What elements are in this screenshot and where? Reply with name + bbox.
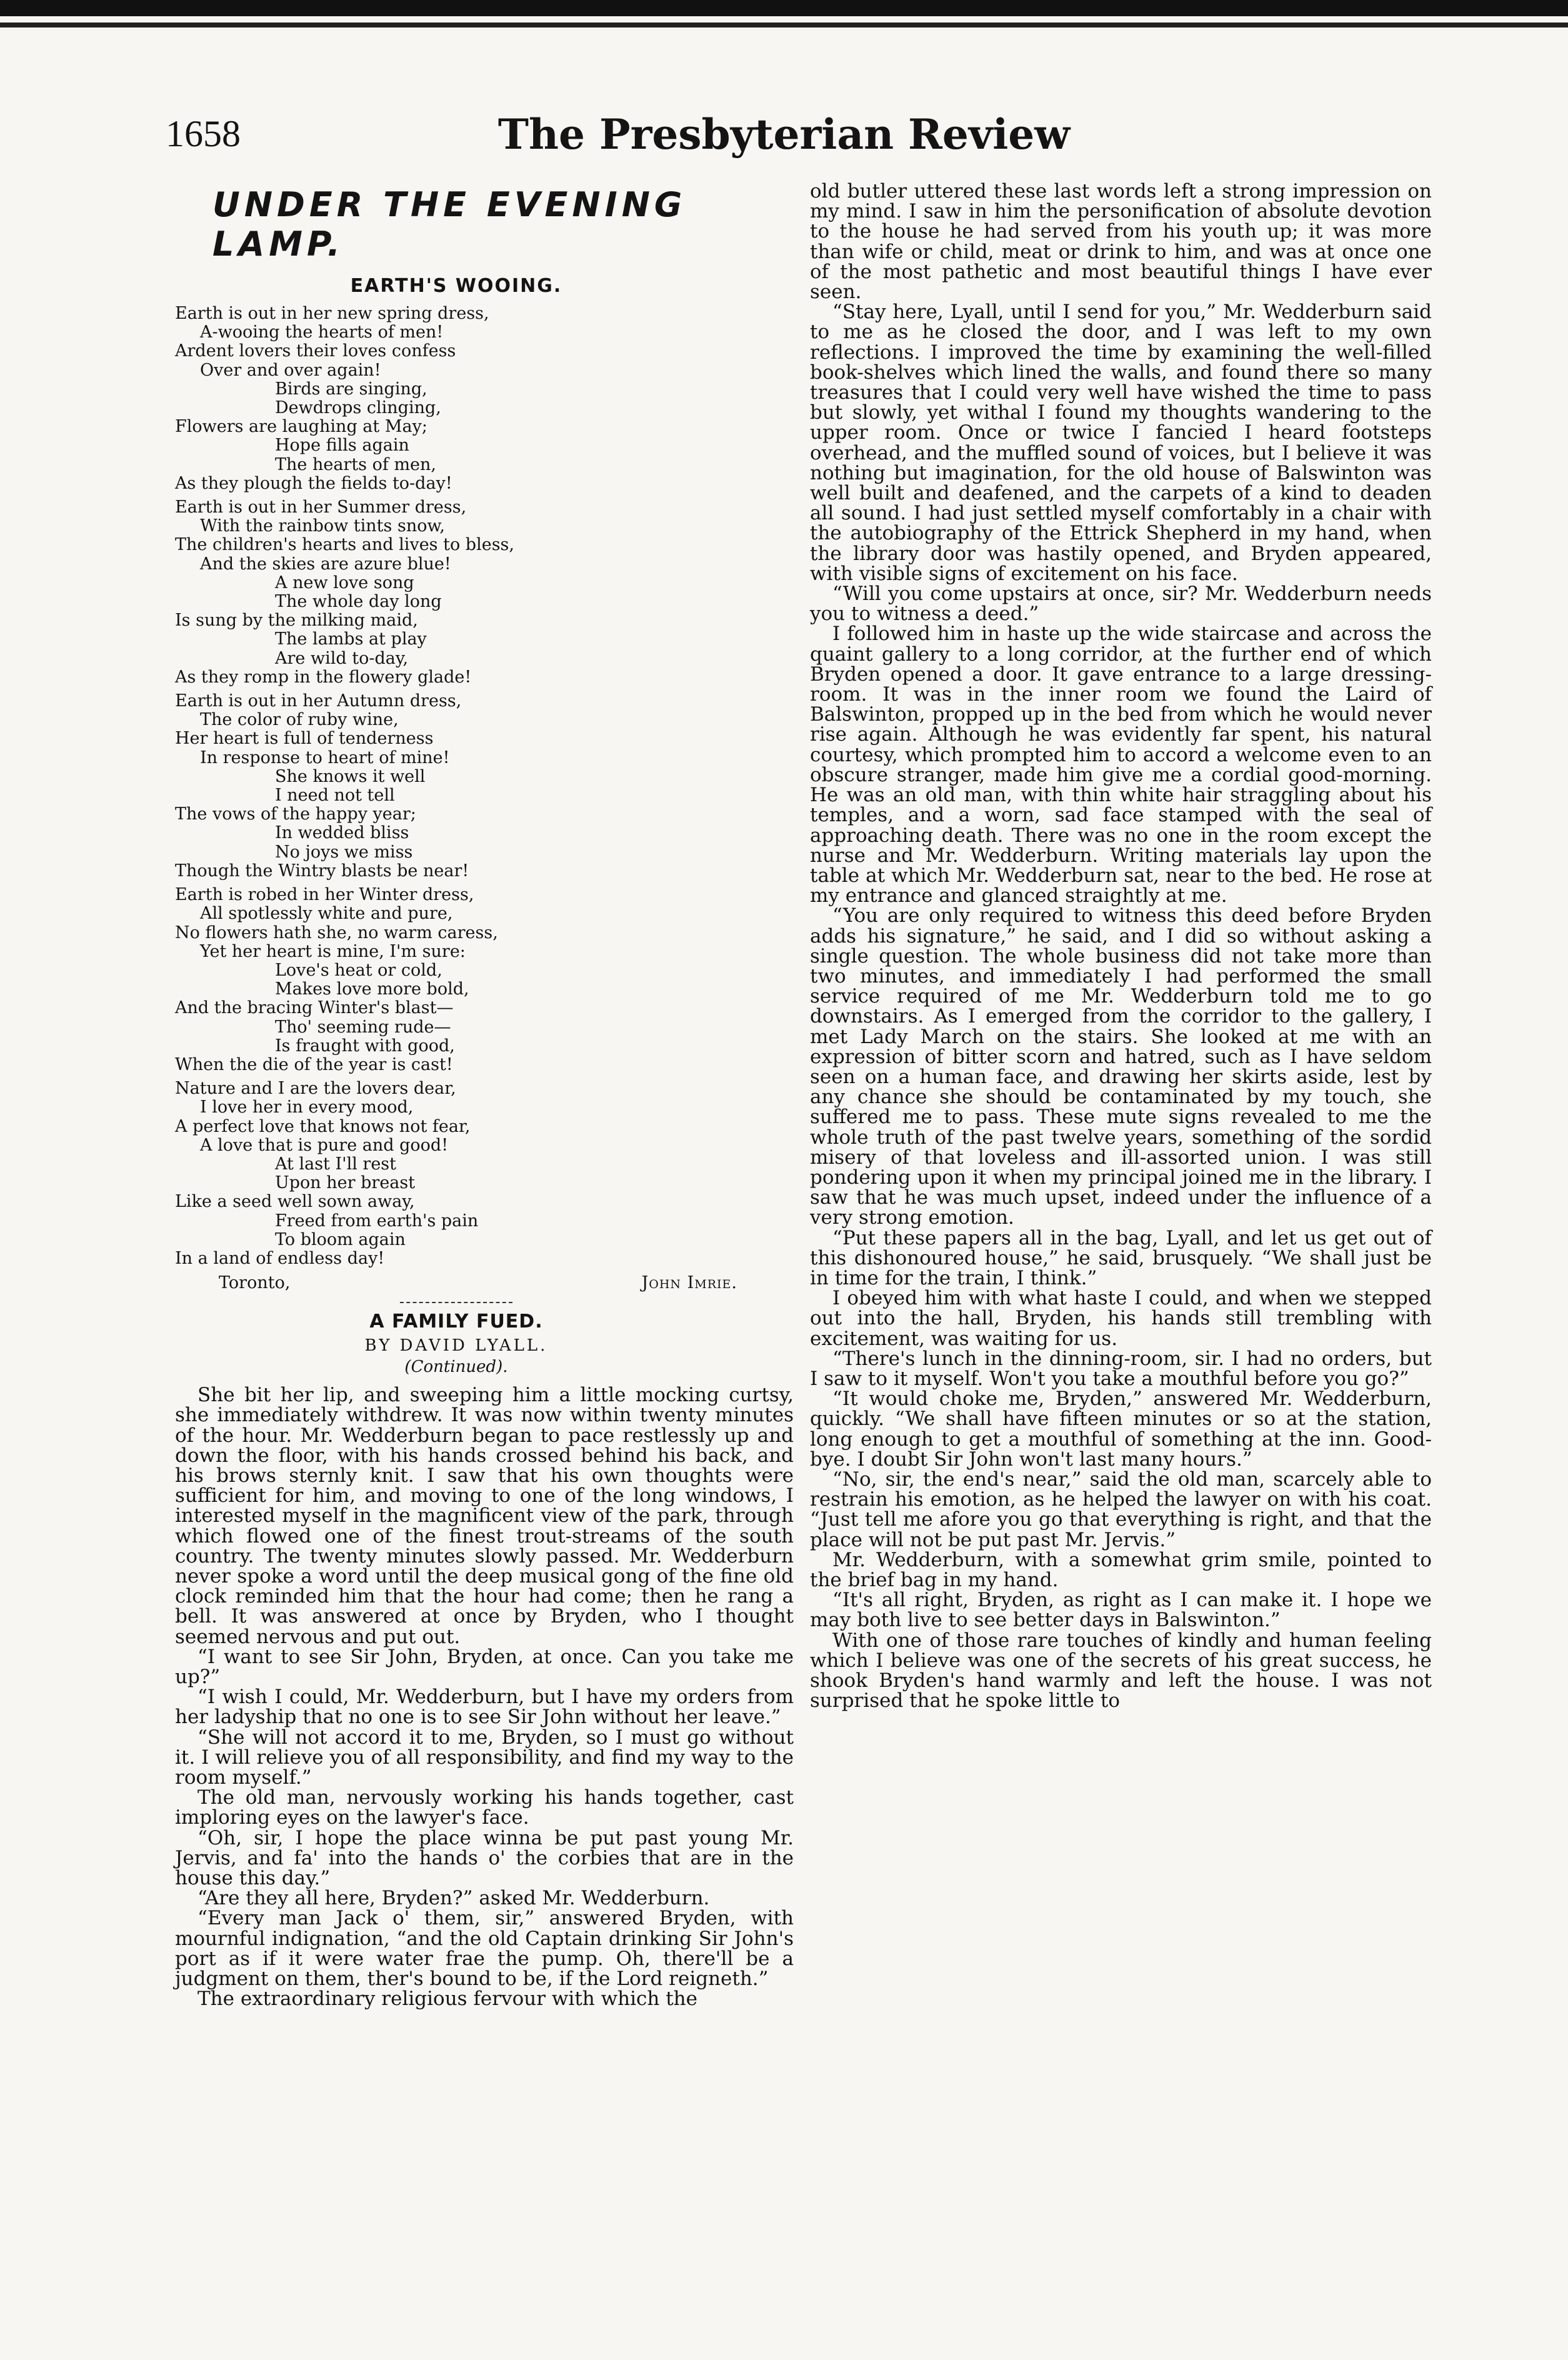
poem-line: Freed from earth's pain (275, 1211, 479, 1231)
poem-author: John Imrie. (641, 1273, 737, 1293)
story-paragraph: old butler uttered these last words left a strong impression on my mind. I saw in him the personification of absolute devotion to the house he had served from his youth up; it was more than wife or child, meat or drink to him, and was at once one of the most pathetic and most beautiful things I have ever seen. (810, 180, 1432, 304)
poem-line: Tho' seeming rude— (275, 1017, 451, 1037)
story-paragraph: Mr. Wedderburn, with a somewhat grim smile, pointed to the brief bag in my hand. (810, 1548, 1432, 1592)
poem-line: The lambs at play (275, 629, 427, 649)
story-paragraph: With one of those rare touches of kindly and human feeling which I believe was one of the secrets of his great success, he shook Bryden's hand warmly and left the house. I was not surprised that he spoke little to (810, 1629, 1432, 1712)
top-rule-secondary (0, 22, 1568, 28)
story-title: A FAMILY FUED. (369, 1311, 543, 1333)
poem-line: To bloom again (275, 1229, 406, 1249)
poem-line: In wedded bliss (275, 823, 409, 843)
poem-line: The whole day long (275, 592, 442, 612)
poem-body (175, 304, 737, 1268)
poem-line: Flowers are laughing at May; (175, 417, 427, 437)
poem-title: EARTH'S WOOING. (350, 275, 562, 297)
story-paragraph: “There's lunch in the dinning-room, sir. I had no orders, but I saw to it myself. Won't you take a mouthful before you go?” (810, 1347, 1432, 1390)
poem-place: Toronto, (219, 1273, 291, 1293)
poem-line: Earth is out in her new spring dress, (175, 304, 489, 323)
poem-line: Is fraught with good, (275, 1036, 455, 1056)
poem-line: Is sung by the milking maid, (175, 611, 418, 631)
poem-line: She knows it well (275, 766, 426, 786)
poem-line: Love's heat or cold, (275, 960, 442, 980)
top-rule (0, 0, 1568, 16)
poem-line: Earth is robed in her Winter dress, (175, 885, 474, 905)
poem-line: And the skies are azure blue! (200, 554, 451, 574)
poem-line: The children's hearts and lives to bless, (175, 535, 514, 555)
poem-stanza (175, 886, 737, 1074)
story-paragraph: “It would choke me, Bryden,” answered Mr. Wedderburn, quickly. “We shall have fifteen minutes or so at the station, long enough to get a mouthful of something at the inn. Good-bye. I doubt Sir John won't last many hours.” (810, 1388, 1432, 1471)
story-paragraph: “Are they all here, Bryden?” asked Mr. Wedderburn. (197, 1887, 710, 1910)
poem-line: Nature and I are the lovers dear, (175, 1079, 456, 1099)
story-paragraph: “I want to see Sir John, Bryden, at once. Can you take me up?” (175, 1645, 794, 1688)
poem-line: At last I'll rest (275, 1154, 397, 1174)
section-divider (400, 1302, 512, 1303)
poem-line: I love her in every mood, (200, 1098, 414, 1118)
story-byline: BY DAVID LYALL. (364, 1336, 548, 1356)
poem-line: Are wild to-day, (275, 648, 409, 668)
story-status: (Continued). (404, 1358, 508, 1377)
story-paragraph: “She will not accord it to me, Bryden, so I must go without it. I will relieve you of all responsibility, and find my way to the room myself.” (175, 1726, 794, 1789)
story-paragraph: The extraordinary religious fervour with which the (197, 1988, 697, 2011)
story-paragraph: “Every man Jack o' them, sir,” answered Bryden, with mournful indignation, “and the old Captain drinking Sir John's port as if it were water frae the pump. Oh, there'll be a judgment on them, ther's bound to be, if the Lord reigneth.” (175, 1907, 794, 1991)
story-paragraph: I followed him in haste up the wide staircase and across the quaint gallery to a long corridor, at the further end of which Bryden opened a door. It gave entrance to a large dressing-room. It was in the inner room we found the Laird of Balswinton, propped up in the bed from which he would never rise again. Although he was evidently far spent, his natural courtesy, which prompted him to accord a welcome even to an obscure stranger, made him give me a cordial good-morning. He was an old man, with thin white hair straggling about his temples, and a worn, sad face stamped with the seal of approaching death. There was no one in the room except the nurse and Mr. Wedderburn. Writing materials lay upon the table at which Mr. Wedderburn sat, near to the bed. He rose at my entrance and glanced straightly at me. (810, 622, 1432, 908)
poem-line: All spotlessly white and pure, (200, 904, 453, 924)
story-paragraph: “No, sir, the end's near,” said the old man, scarcely able to restrain his emotion, as he helped the lawyer on with his coat. “Just tell me afore you go that everything is right, and that the place will not be put past Mr. Jervis.” (810, 1468, 1432, 1551)
poem-line: Like a seed well sown away, (175, 1192, 415, 1212)
story-paragraph: “Oh, sir, I hope the place winna be put past young Mr. Jervis, and fa' into the hands o' the corbies that are in the house this day.” (175, 1826, 794, 1890)
story-paragraph: “I wish I could, Mr. Wedderburn, but I have my orders from her ladyship that no one is to see Sir John without her leave.” (175, 1686, 794, 1729)
poem-line: The vows of the happy year; (175, 804, 416, 824)
story-paragraph: The old man, nervously working his hands together, cast imploring eyes on the lawyer's face. (175, 1786, 794, 1829)
poem-line: No joys we miss (275, 842, 413, 862)
story-paragraph: “Will you come upstairs at once, sir? Mr. Wedderburn needs you to witness a deed.” (810, 582, 1432, 626)
poem-line: Makes love more bold, (275, 979, 469, 999)
poem-line: Upon her breast (275, 1173, 416, 1193)
story-paragraph: “You are only required to witness this deed before Bryden adds his signature,” he said, and I did so without asking a single question. The whole business did not take more than two minutes, and immediately I had performed the small service required of me Mr. Wedderburn told me to go downstairs. As I emerged from the corridor to the gallery, I met Lady March on the stairs. She looked at me with an expression of bitter scorn and hatred, such as I have seldom seen on a human face, and drawing her skirts aside, lest by any chance she should be contaminated by my touch, she suffered me to pass. These mute signs revealed to me the whole truth of the past twelve years, something of the sordid misery of that loveless and ill-assorted union. I was still pondering upon it when my principal joined me in the library. I saw that he was much upset, indeed under the influence of a very strong emotion. (810, 904, 1432, 1229)
left-column (175, 181, 794, 2009)
poem-line: A love that is pure and good! (200, 1135, 449, 1155)
poem-line: Over and over again! (200, 360, 381, 380)
poem-stanza (175, 1079, 737, 1268)
page-number: 1658 (166, 113, 241, 154)
story-paragraph: She bit her lip, and sweeping him a little mocking curtsy, she immediately withdrew. It was now within twenty minutes of the hour. Mr. Wedderburn began to pace restlessly up and down the floor, with his hands crossed behind his back, and his brows sternly knit. I saw that his own thoughts were sufficient for him, and moving to one of the long windows, I interested myself in the magnificent view of the park, through which flowed one of the finest trout-streams of the south country. The twenty minutes slowly passed. Mr. Wedderburn never spoke a word until the deep musical gong of the fine old clock reminded him that the hour had come; then he rang a bell. It was answered at once by Bryden, who I thought seemed nervous and put out. (175, 1384, 794, 1648)
poem-line: As they plough the fields to-day! (175, 473, 452, 493)
poem-line: And the bracing Winter's blast— (175, 998, 454, 1018)
poem-stanza (175, 498, 737, 687)
right-column (810, 181, 1432, 1711)
poem-line: When the die of the year is cast! (175, 1054, 453, 1074)
poem-line: A-wooing the hearts of men! (200, 322, 444, 342)
poem-line: The color of ruby wine, (200, 710, 399, 730)
poem-line: With the rainbow tints snow, (200, 516, 445, 536)
poem-line: Her heart is full of tenderness (175, 729, 434, 749)
poem-stanza (175, 304, 737, 493)
poem-line: Earth is out in her Autumn dress, (175, 691, 462, 711)
poem-line: No flowers hath she, no warm caress, (175, 922, 498, 942)
poem-line: Dewdrops clinging, (275, 398, 441, 418)
story-paragraph: “Put these papers all in the bag, Lyall, and let us get out of this dishonoured house,” he said, brusquely. “We shall just be in time for the train, I think.” (810, 1226, 1432, 1289)
poem-line: Hope fills again (275, 436, 409, 456)
poem-line: In a land of endless day! (175, 1248, 385, 1268)
poem-line: Ardent lovers their loves confess (175, 341, 456, 361)
poem-line: I need not tell (275, 786, 395, 806)
poem-line: Earth is out in her Summer dress, (175, 498, 467, 518)
poem-line: Though the Wintry blasts be near! (175, 861, 469, 881)
masthead-title: The Presbyterian Review (497, 110, 1071, 159)
poem-line: A new love song (275, 572, 414, 592)
poem-line: Birds are singing, (275, 379, 427, 399)
poem-stanza (175, 692, 737, 881)
poem-signature (175, 1273, 737, 1294)
poem-line: A perfect love that knows not fear, (175, 1116, 471, 1136)
story-paragraph: “Stay here, Lyall, until I send for you,” Mr. Wedderburn said to me as he closed the door, and I was left to my own reflections. I improved the time by examining the well-filled book-shelves which lined the walls, and found there so many treasures that I could very well have wished the time to pass but slowly, yet withal I found my thoughts wandering to the upper room. Once or twice I fancied I heard footsteps overhead, and the muffled sound of voices, but I believe it was nothing but imagination, for the old house of Balswinton was well built and deafened, and the carpets of a kind to deaden all sound. I had just settled myself comfortably in a chair with the autobiography of the Ettrick Shepherd in my hand, when the library door was hastily opened, and Bryden appeared, with visible signs of excitement on his face. (810, 301, 1432, 585)
poem-line: As they romp in the flowery glade! (175, 667, 472, 687)
section-title: UNDER THE EVENING LAMP. (212, 185, 687, 264)
poem-line: In response to heart of mine! (200, 748, 450, 768)
top-rule-gap (0, 16, 1568, 22)
poem-line: Yet her heart is mine, I'm sure: (200, 941, 466, 961)
story-paragraph: I obeyed him with what haste I could, and when we stepped out into the hall, Bryden, his hands still trembling with excitement, was waiting for us. (810, 1287, 1432, 1350)
poem-line: The hearts of men, (275, 454, 437, 474)
story-left-text (175, 1385, 794, 2009)
story-paragraph: “It's all right, Bryden, as right as I can make it. I hope we may both live to see better days in Balswinton.” (810, 1589, 1432, 1632)
